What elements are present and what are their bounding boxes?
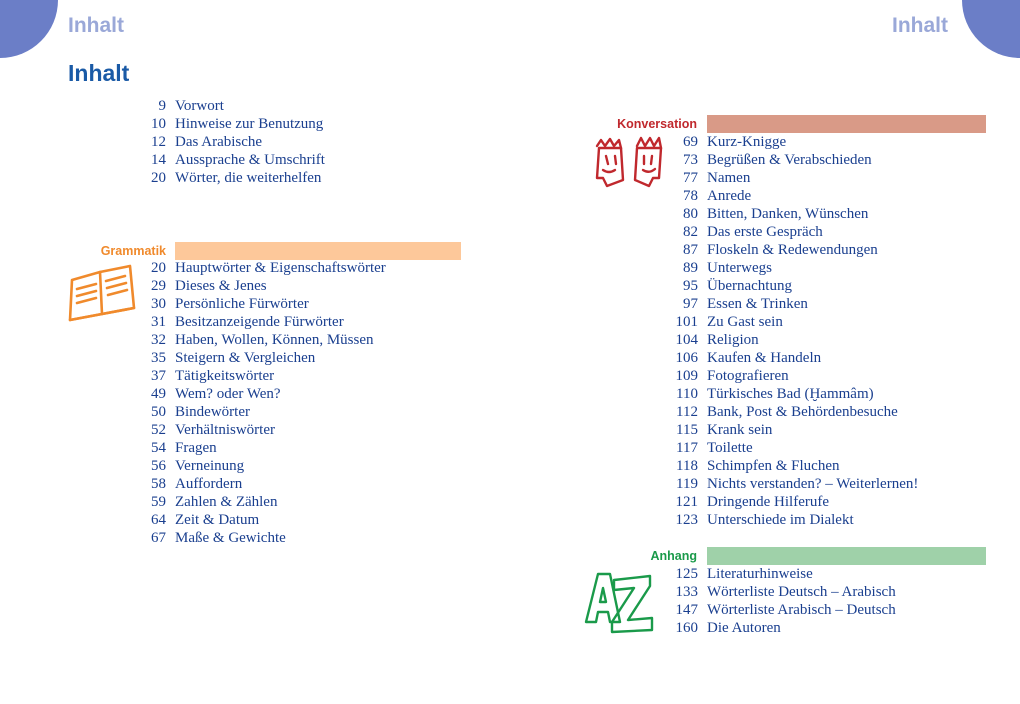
toc-entry-title: Hinweise zur Benutzung bbox=[175, 116, 324, 132]
toc-entry bbox=[658, 259, 918, 277]
toc-entry bbox=[658, 223, 918, 241]
toc-entry-title: Verhältniswörter bbox=[175, 422, 275, 438]
toc-entry bbox=[126, 259, 386, 277]
toc-entry-title: Toilette bbox=[707, 440, 753, 456]
toc-entry-title: Krank sein bbox=[707, 422, 773, 438]
toc-entry bbox=[126, 277, 386, 295]
toc-entry-title: Auffordern bbox=[175, 476, 243, 492]
toc-page-number: 160 bbox=[675, 620, 698, 636]
toc-page-number: 30 bbox=[151, 296, 166, 312]
toc-page-number: 31 bbox=[151, 314, 166, 330]
toc-page-number: 20 bbox=[151, 260, 166, 276]
toc-entry-title: Bank, Post & Behördenbesuche bbox=[707, 404, 898, 420]
toc-page-number: 101 bbox=[675, 314, 698, 330]
toc-entry bbox=[658, 349, 918, 367]
toc-page-number: 58 bbox=[151, 476, 166, 492]
toc-entry-title: Religion bbox=[707, 332, 759, 348]
toc-entry bbox=[658, 493, 918, 511]
toc-page-number: 12 bbox=[151, 134, 166, 150]
toc-entry bbox=[126, 493, 386, 511]
toc-page-number: 125 bbox=[675, 566, 698, 582]
toc-entry bbox=[126, 511, 386, 529]
toc-page-number: 14 bbox=[151, 152, 166, 168]
toc-page-number: 115 bbox=[676, 422, 698, 438]
toc-entry bbox=[658, 475, 918, 493]
corner-decoration-left bbox=[0, 0, 58, 58]
toc-page-number: 119 bbox=[676, 476, 698, 492]
toc-entry-title: Vorwort bbox=[175, 98, 224, 114]
toc-entry-title: Dieses & Jenes bbox=[175, 278, 267, 294]
a-z-letters-icon bbox=[582, 568, 658, 641]
toc-entry-title: Floskeln & Redewendungen bbox=[707, 242, 878, 258]
toc-entry-title: Besitzanzeigende Fürwörter bbox=[175, 314, 344, 330]
toc-entry bbox=[658, 421, 918, 439]
toc-intro-list bbox=[126, 97, 325, 187]
toc-entry bbox=[126, 295, 386, 313]
toc-entry bbox=[658, 583, 896, 601]
toc-entry bbox=[126, 367, 386, 385]
toc-entry-title: Kaufen & Handeln bbox=[707, 350, 822, 366]
toc-entry-title: Verneinung bbox=[175, 458, 245, 474]
toc-entry bbox=[126, 97, 325, 115]
toc-entry-title: Die Autoren bbox=[707, 620, 781, 636]
toc-entry bbox=[658, 403, 918, 421]
toc-entry-title: Nichts verstanden? – Weiterlernen! bbox=[707, 476, 919, 492]
toc-page-number: 29 bbox=[151, 278, 166, 294]
toc-page-number: 133 bbox=[675, 584, 698, 600]
toc-page-number: 104 bbox=[675, 332, 698, 348]
toc-page-number: 20 bbox=[151, 170, 166, 186]
toc-entry-title: Begrüßen & Verabschieden bbox=[707, 152, 872, 168]
toc-entry-title: Schimpfen & Fluchen bbox=[707, 458, 840, 474]
toc-entry bbox=[658, 205, 918, 223]
running-header-right: Inhalt bbox=[892, 14, 948, 37]
toc-entry-title: Zahlen & Zählen bbox=[175, 494, 278, 510]
toc-entry-title: Wem? oder Wen? bbox=[175, 386, 281, 402]
toc-page-number: 77 bbox=[683, 170, 698, 186]
toc-page-number: 109 bbox=[675, 368, 698, 384]
toc-entry-title: Unterschiede im Dialekt bbox=[707, 512, 854, 528]
toc-entry-title: Persönliche Fürwörter bbox=[175, 296, 309, 312]
running-header-left: Inhalt bbox=[68, 14, 124, 37]
two-faces-talking-icon bbox=[589, 134, 669, 199]
toc-entry-title: Maße & Gewichte bbox=[175, 530, 286, 546]
toc-entry bbox=[126, 421, 386, 439]
toc-entry-title: Unterwegs bbox=[707, 260, 772, 276]
toc-grammatik-list bbox=[126, 259, 386, 547]
toc-page-number: 50 bbox=[151, 404, 166, 420]
toc-entry bbox=[658, 241, 918, 259]
toc-entry bbox=[126, 475, 386, 493]
toc-page-number: 52 bbox=[151, 422, 166, 438]
toc-page-number: 69 bbox=[683, 134, 698, 150]
toc-entry bbox=[658, 133, 918, 151]
toc-entry bbox=[126, 385, 386, 403]
toc-page-number: 123 bbox=[675, 512, 698, 528]
toc-page-number: 117 bbox=[676, 440, 698, 456]
toc-entry-title: Kurz-Knigge bbox=[707, 134, 787, 150]
toc-page-number: 78 bbox=[683, 188, 698, 204]
toc-entry-title: Steigern & Vergleichen bbox=[175, 350, 316, 366]
toc-entry bbox=[126, 169, 325, 187]
toc-entry-title: Das Arabische bbox=[175, 134, 263, 150]
toc-page-number: 97 bbox=[683, 296, 698, 312]
toc-page-number: 112 bbox=[676, 404, 698, 420]
toc-entry bbox=[126, 331, 386, 349]
toc-entry bbox=[658, 367, 918, 385]
toc-page-number: 73 bbox=[683, 152, 698, 168]
toc-entry bbox=[126, 439, 386, 457]
toc-entry bbox=[126, 349, 386, 367]
toc-page-number: 87 bbox=[683, 242, 698, 258]
toc-page-number: 37 bbox=[151, 368, 166, 384]
toc-entry-title: Wörterliste Deutsch – Arabisch bbox=[707, 584, 896, 600]
section-bar-konversation bbox=[707, 115, 986, 133]
toc-entry-title: Wörter, die weiterhelfen bbox=[175, 170, 322, 186]
toc-entry bbox=[658, 277, 918, 295]
toc-page-number: 89 bbox=[683, 260, 698, 276]
toc-page-number: 49 bbox=[151, 386, 166, 402]
toc-entry-title: Bitten, Danken, Wünschen bbox=[707, 206, 869, 222]
toc-entry bbox=[658, 511, 918, 529]
toc-entry bbox=[126, 313, 386, 331]
toc-entry-title: Türkisches Bad (Ḫammâm) bbox=[707, 386, 874, 402]
toc-entry bbox=[658, 151, 918, 169]
toc-page-number: 82 bbox=[683, 224, 698, 240]
section-label-konversation: Konversation bbox=[617, 117, 697, 131]
toc-entry bbox=[658, 601, 896, 619]
toc-anhang-list bbox=[658, 565, 896, 637]
toc-entry bbox=[658, 439, 918, 457]
corner-decoration-right bbox=[962, 0, 1020, 58]
toc-entry bbox=[126, 403, 386, 421]
section-bar-grammatik bbox=[175, 242, 461, 260]
toc-entry bbox=[658, 457, 918, 475]
toc-page-number: 54 bbox=[151, 440, 166, 456]
toc-entry-title: Bindewörter bbox=[175, 404, 250, 420]
toc-entry bbox=[658, 295, 918, 313]
toc-entry-title: Namen bbox=[707, 170, 751, 186]
section-label-grammatik: Grammatik bbox=[100, 244, 166, 258]
toc-entry-title: Haben, Wollen, Können, Müssen bbox=[175, 332, 374, 348]
toc-page-number: 32 bbox=[151, 332, 166, 348]
toc-page-number: 147 bbox=[675, 602, 698, 618]
toc-entry-title: Übernachtung bbox=[707, 278, 792, 294]
toc-entry bbox=[658, 331, 918, 349]
toc-entry-title: Zu Gast sein bbox=[707, 314, 783, 330]
toc-entry-title: Dringende Hilferufe bbox=[707, 494, 830, 510]
toc-entry bbox=[126, 133, 325, 151]
toc-entry bbox=[126, 529, 386, 547]
toc-page-number: 59 bbox=[151, 494, 166, 510]
toc-entry bbox=[126, 457, 386, 475]
page-title: Inhalt bbox=[68, 60, 130, 86]
toc-page-number: 10 bbox=[151, 116, 166, 132]
toc-page-number: 121 bbox=[675, 494, 698, 510]
toc-page-number: 9 bbox=[158, 98, 166, 114]
toc-entry bbox=[658, 619, 896, 637]
section-label-anhang: Anhang bbox=[650, 549, 697, 563]
toc-entry-title: Essen & Trinken bbox=[707, 296, 808, 312]
toc-entry bbox=[658, 385, 918, 403]
toc-konversation-list bbox=[658, 133, 918, 529]
section-bar-anhang bbox=[707, 547, 986, 565]
toc-entry bbox=[658, 169, 918, 187]
toc-entry-title: Hauptwörter & Eigenschaftswörter bbox=[175, 260, 386, 276]
toc-entry bbox=[126, 115, 325, 133]
toc-page-number: 106 bbox=[675, 350, 698, 366]
toc-entry bbox=[658, 313, 918, 331]
toc-entry-title: Das erste Gespräch bbox=[707, 224, 823, 240]
toc-entry-title: Tätigkeitswörter bbox=[175, 368, 275, 384]
toc-entry-title: Wörterliste Arabisch – Deutsch bbox=[707, 602, 896, 618]
toc-entry-title: Zeit & Datum bbox=[175, 512, 260, 528]
toc-page-number: 56 bbox=[151, 458, 166, 474]
toc-page-number: 64 bbox=[151, 512, 166, 528]
toc-entry-title: Literaturhinweise bbox=[707, 566, 813, 582]
toc-entry-title: Anrede bbox=[707, 188, 752, 204]
toc-page-number: 110 bbox=[676, 386, 698, 402]
toc-entry-title: Fotografieren bbox=[707, 368, 789, 384]
toc-page-number: 35 bbox=[151, 350, 166, 366]
toc-entry-title: Aussprache & Umschrift bbox=[175, 152, 325, 168]
toc-entry bbox=[658, 565, 896, 583]
toc-page-number: 95 bbox=[683, 278, 698, 294]
toc-entry bbox=[658, 187, 918, 205]
toc-entry-title: Fragen bbox=[175, 440, 217, 456]
toc-page-number: 118 bbox=[676, 458, 698, 474]
toc-entry bbox=[126, 151, 325, 169]
toc-page-number: 80 bbox=[683, 206, 698, 222]
toc-page-number: 67 bbox=[151, 530, 166, 546]
